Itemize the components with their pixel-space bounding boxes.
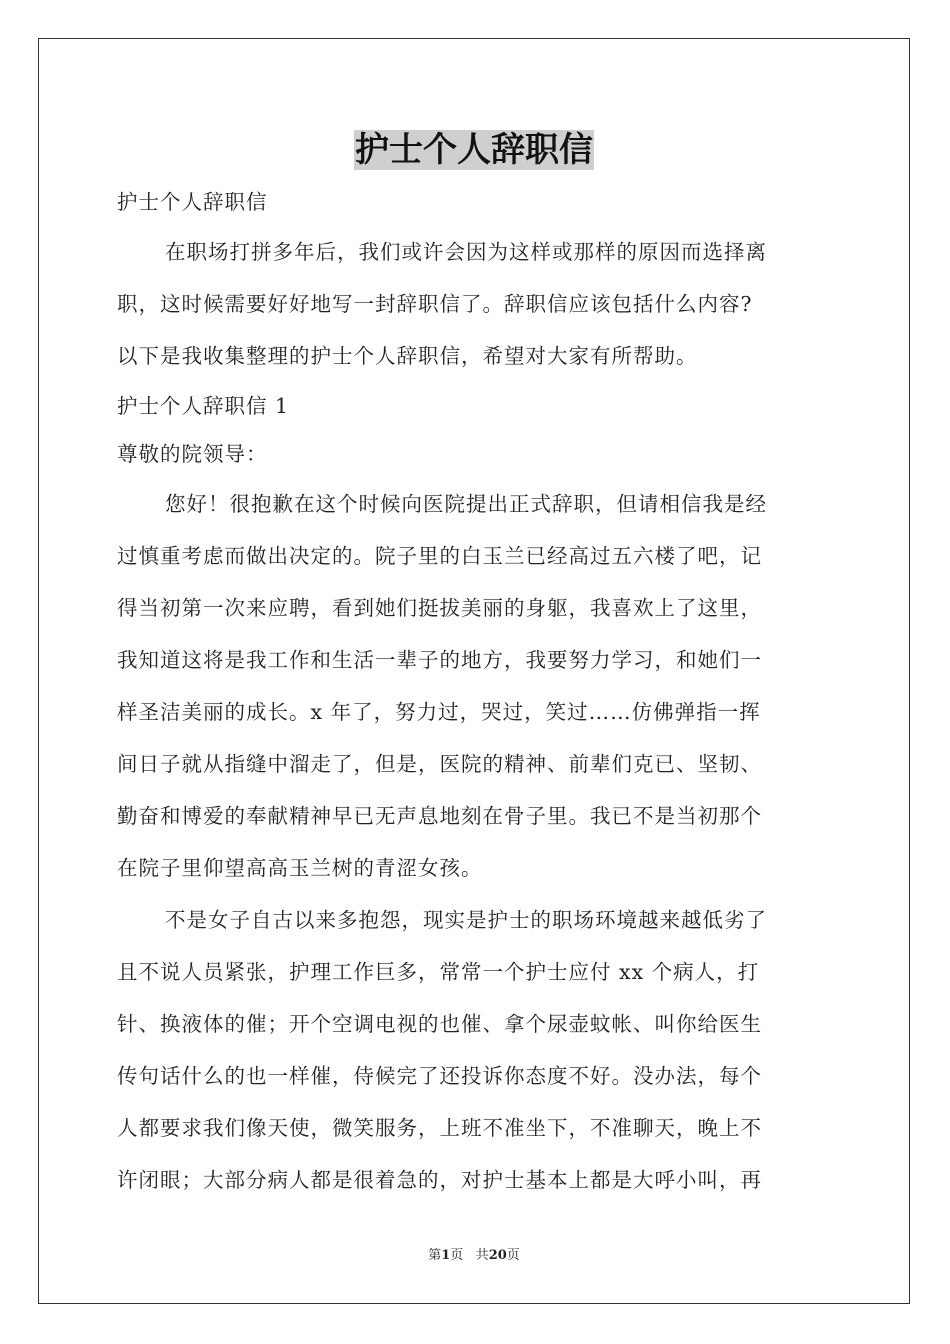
title-highlight: 护士个人辞职信 (355, 130, 593, 170)
document-body (117, 178, 833, 1206)
body-line: 人都要求我们像天使，微笑服务，上班不准坐下，不准聊天，晚上不 (117, 1116, 762, 1140)
page-prefix: 第 (428, 1248, 442, 1263)
page-number: 1 (441, 1248, 451, 1263)
body-line: 许闭眼；大部分病人都是很着急的，对护士基本上都是大呼小叫，再 (117, 1168, 762, 1192)
intro-line: 在职场打拼多年后，我们或许会因为这样或那样的原因而选择离 (165, 240, 767, 264)
total-pages: 20 (488, 1248, 507, 1263)
page-footer (39, 1247, 909, 1265)
document-title (39, 125, 909, 175)
intro-line: 职，这时候需要好好地写一封辞职信了。辞职信应该包括什么内容? (117, 292, 753, 316)
body-line: 过慎重考虑而做出决定的。院子里的白玉兰已经高过五六楼了吧，记 (117, 544, 762, 568)
body-line: 样圣洁美丽的成长。x 年了，努力过，哭过，笑过……仿佛弹指一挥 (117, 700, 761, 724)
body-line: 且不说人员紧张，护理工作巨多，常常一个护士应付 xx 个病人，打 (117, 960, 760, 984)
total-prefix: 共 (475, 1248, 489, 1263)
body-line: 针、换液体的催；开个空调电视的也催、拿个尿壶蚊帐、叫你给医生 (117, 1012, 762, 1036)
body-line: 在院子里仰望高高玉兰树的青涩女孩。 (117, 856, 483, 880)
subtitle-line: 护士个人辞职信 (117, 190, 268, 214)
salutation: 尊敬的院领导： (117, 442, 268, 466)
body-line: 我知道这将是我工作和生活一辈子的地方，我要努力学习，和她们一 (117, 648, 762, 672)
body-line: 传句话什么的也一样催，侍候完了还投诉你态度不好。没办法，每个 (117, 1064, 762, 1088)
total-suffix: 页 (506, 1248, 520, 1263)
intro-line: 以下是我收集整理的护士个人辞职信，希望对大家有所帮助。 (117, 344, 698, 368)
body-line: 间日子就从指缝中溜走了，但是，医院的精神、前辈们克已、坚韧、 (117, 752, 762, 776)
section-heading: 护士个人辞职信 1 (117, 394, 290, 418)
body-line: 您好！很抱歉在这个时候向医院提出正式辞职，但请相信我是经 (165, 492, 767, 516)
body-line: 不是女子自古以来多抱怨，现实是护士的职场环境越来越低劣了 (165, 908, 767, 932)
body-line: 勤奋和博爱的奉献精神早已无声息地刻在骨子里。我已不是当初那个 (117, 804, 762, 828)
body-line: 得当初第一次来应聘，看到她们挺拔美丽的身躯，我喜欢上了这里， (117, 596, 762, 620)
page-suffix: 页 (450, 1248, 464, 1263)
document-page (38, 38, 910, 1304)
